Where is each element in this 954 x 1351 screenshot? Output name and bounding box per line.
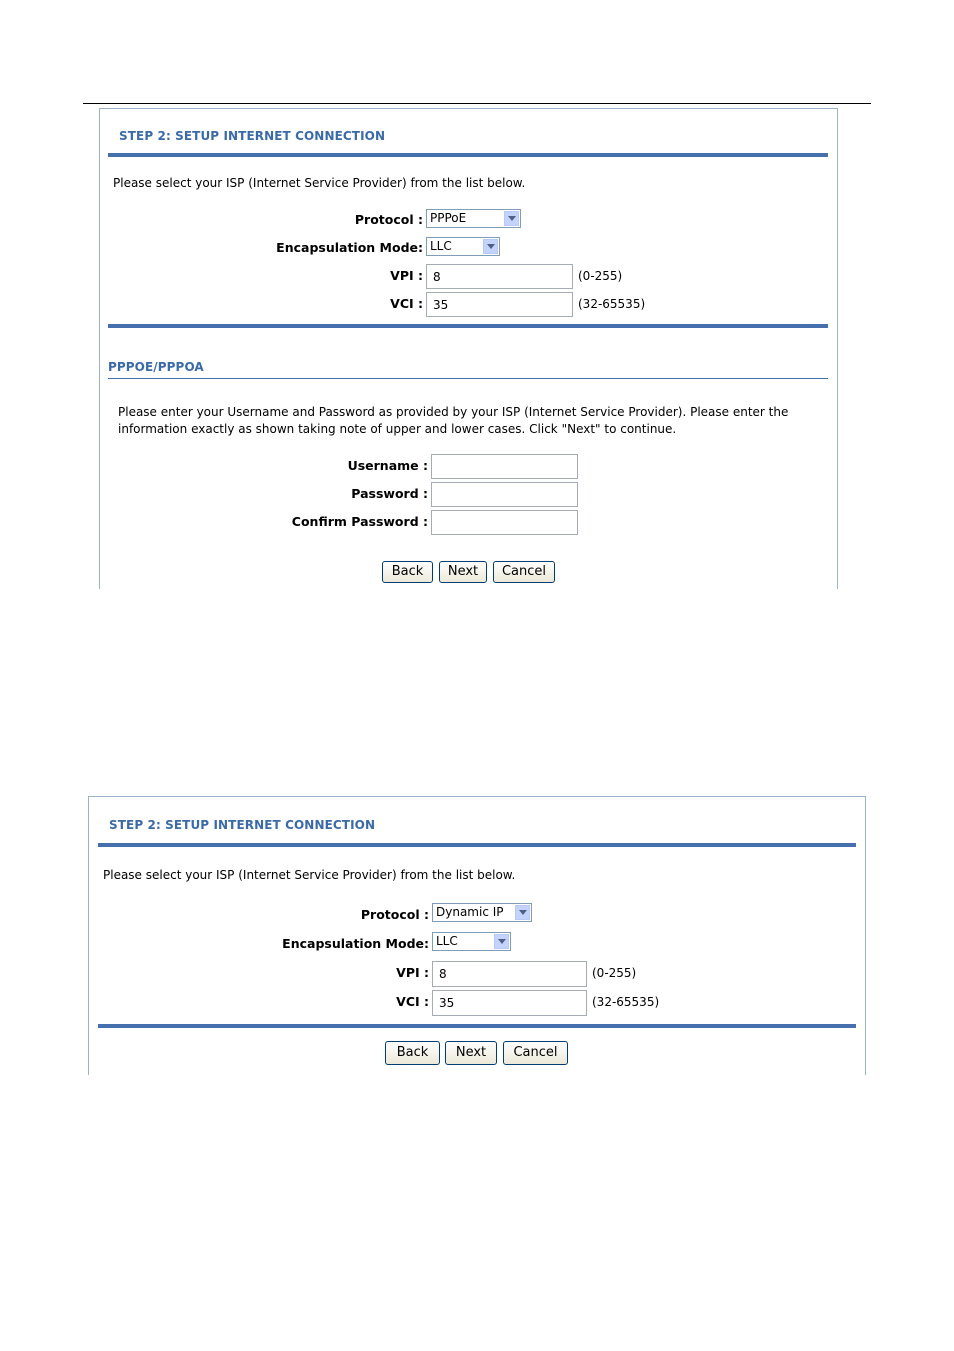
chevron-down-icon	[515, 905, 530, 920]
setup-panel-dynamic-ip	[88, 796, 866, 1075]
encapsulation-select-value: LLC	[436, 934, 458, 948]
vci-input[interactable]	[432, 990, 587, 1016]
encapsulation-label: Encapsulation Mode:	[282, 936, 429, 951]
vci-input-value: 35	[433, 298, 449, 312]
isp-intro-text: Please select your ISP (Internet Service Provider) from the list below.	[103, 868, 516, 882]
pppoe-section-title: PPPOE/PPPOA	[108, 360, 204, 374]
protocol-select[interactable]	[432, 903, 532, 922]
pppoe-section-rule	[108, 378, 828, 379]
vci-input-value: 35	[439, 996, 455, 1010]
protocol-select-value: PPPoE	[430, 211, 467, 225]
panel-title: STEP 2: SETUP INTERNET CONNECTION	[119, 129, 386, 143]
credentials-intro-line1: Please enter your Username and Password as provided by your ISP (Internet Service Provider). Please enter the	[118, 405, 789, 419]
vci-range-hint: (32-65535)	[578, 297, 646, 311]
protocol-select[interactable]	[426, 209, 521, 228]
next-button[interactable]: Next	[439, 561, 487, 583]
vpi-input-value: 8	[439, 967, 447, 981]
back-button[interactable]: Back	[385, 1041, 440, 1065]
section-divider	[98, 1024, 856, 1028]
vpi-range-hint: (0-255)	[578, 269, 623, 283]
vpi-label: VPI :	[390, 268, 423, 283]
vpi-input[interactable]	[432, 961, 587, 987]
setup-panel-pppoe	[99, 108, 838, 589]
vpi-input[interactable]	[426, 264, 573, 289]
vci-label: VCI :	[396, 994, 429, 1009]
vci-range-hint: (32-65535)	[592, 995, 660, 1009]
isp-intro-text: Please select your ISP (Internet Service Provider) from the list below.	[113, 176, 526, 190]
encapsulation-select-value: LLC	[430, 239, 452, 253]
cancel-button[interactable]: Cancel	[503, 1041, 568, 1065]
protocol-select-value: Dynamic IP	[436, 905, 504, 919]
password-label: Password :	[351, 486, 428, 501]
vpi-range-hint: (0-255)	[592, 966, 637, 980]
protocol-label: Protocol :	[354, 212, 423, 227]
page-header-rule	[83, 103, 871, 104]
confirm-password-label: Confirm Password :	[291, 514, 428, 529]
credentials-intro-line2: information exactly as shown taking note of upper and lower cases. Click "Next" to continue.	[118, 422, 677, 436]
encapsulation-select[interactable]	[432, 932, 511, 951]
chevron-down-icon	[494, 934, 509, 949]
panel-title: STEP 2: SETUP INTERNET CONNECTION	[109, 818, 376, 832]
next-button[interactable]: Next	[445, 1041, 497, 1065]
vpi-input-value: 8	[433, 270, 441, 284]
chevron-down-icon	[483, 239, 498, 254]
section-divider	[108, 324, 828, 328]
encapsulation-select[interactable]	[426, 237, 500, 256]
encapsulation-label: Encapsulation Mode:	[276, 240, 423, 255]
vci-input[interactable]	[426, 292, 573, 317]
title-divider	[108, 153, 828, 157]
chevron-down-icon	[504, 211, 519, 226]
back-button[interactable]: Back	[382, 561, 433, 583]
vci-label: VCI :	[390, 296, 423, 311]
username-input[interactable]	[431, 454, 578, 479]
password-input[interactable]	[431, 482, 578, 507]
vpi-label: VPI :	[396, 965, 429, 980]
protocol-label: Protocol :	[360, 907, 429, 922]
confirm-password-input[interactable]	[431, 510, 578, 535]
cancel-button[interactable]: Cancel	[493, 561, 555, 583]
username-label: Username :	[347, 458, 428, 473]
title-divider	[98, 843, 856, 847]
